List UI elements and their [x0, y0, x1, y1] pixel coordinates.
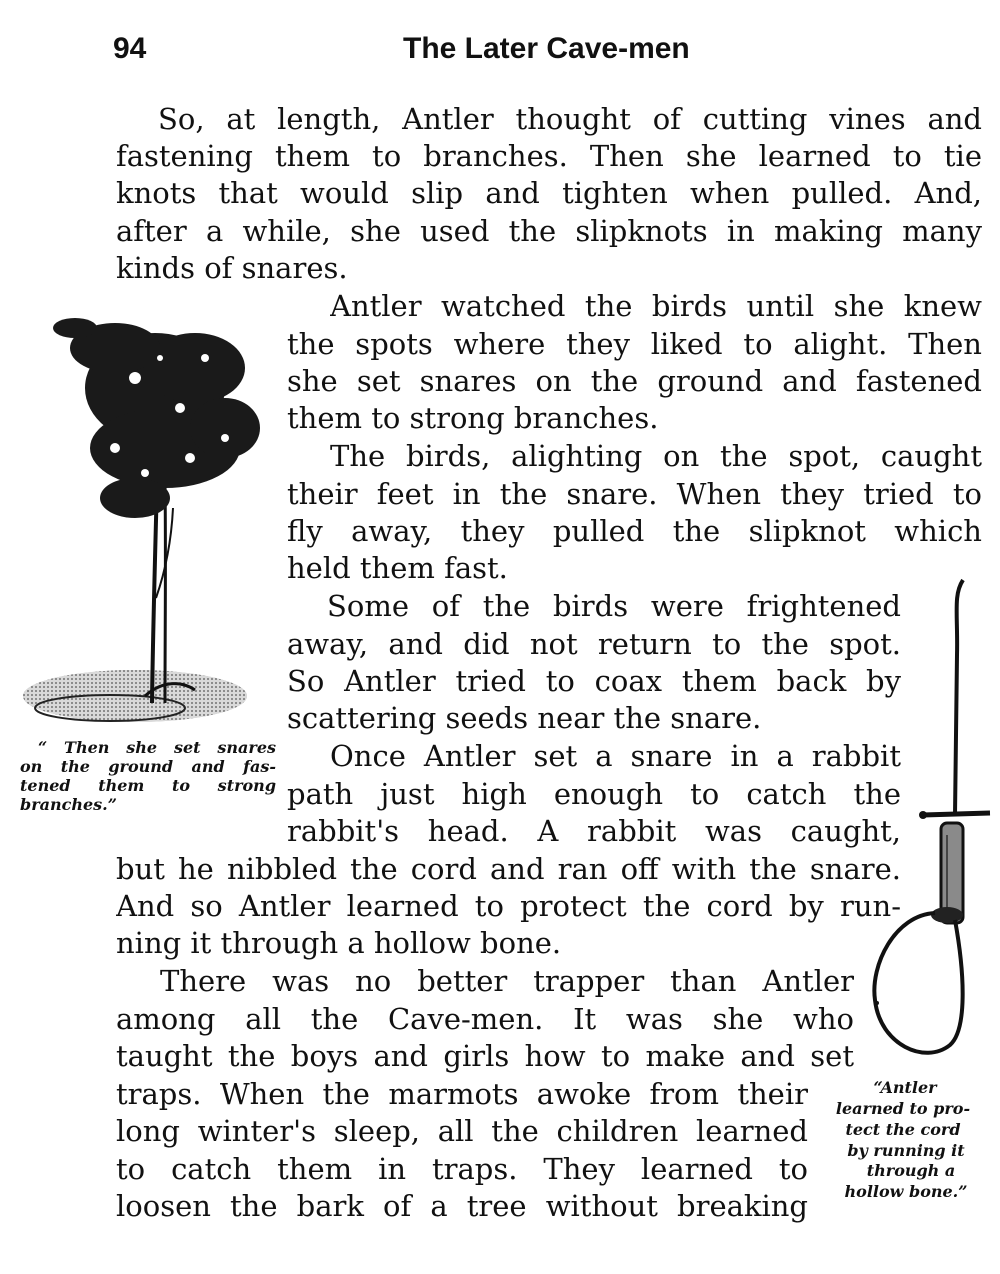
text-line: fastening them to branches. Then she learned to tie: [116, 139, 982, 173]
snare-caption-line: learned to pro-: [835, 1099, 971, 1118]
text-line: path just high enough to catch the: [287, 777, 901, 811]
snare-caption-line: through a: [866, 1161, 956, 1180]
tree-caption-line: branches.”: [20, 795, 117, 814]
text-line: held them fast.: [287, 551, 508, 585]
snare-caption-line: “Antler: [873, 1078, 937, 1097]
text-line: long winter's sleep, all the children learned: [116, 1114, 808, 1148]
text-line: There was no better trapper than Antler: [160, 964, 854, 998]
snare-through-bone-illustration: [855, 575, 995, 1075]
page-number: 94: [113, 32, 147, 65]
text-line: loosen the bark of a tree without breaking: [116, 1189, 808, 1223]
text-line: So Antler tried to coax them back by: [287, 664, 901, 698]
text-line: but he nibbled the cord and ran off with the snare.: [116, 852, 901, 886]
text-line: among all the Cave-men. It was she who: [116, 1002, 854, 1036]
text-line: taught the boys and girls how to make and set: [116, 1039, 854, 1073]
running-title: The Later Cave-men: [403, 32, 690, 65]
text-line: The birds, alighting on the spot, caught: [330, 439, 982, 473]
text-line: knots that would slip and tighten when pulled. And,: [116, 176, 982, 210]
tree-caption-line: on the ground and fas-: [20, 757, 276, 776]
sapling-with-snare-illustration: [15, 298, 285, 728]
text-line: traps. When the marmots awoke from their: [116, 1077, 808, 1111]
text-line: So, at length, Antler thought of cutting vines and: [158, 102, 982, 136]
text-line: their feet in the snare. When they tried to: [287, 477, 982, 511]
text-line: ning it through a hollow bone.: [116, 926, 562, 960]
text-line: Once Antler set a snare in a rabbit: [330, 739, 901, 773]
snare-caption-line: tect the cord: [845, 1120, 961, 1139]
text-line: after a while, she used the slipknots in making many: [116, 214, 982, 248]
text-line: fly away, they pulled the slipknot which: [287, 514, 982, 548]
text-line: kinds of snares.: [116, 251, 348, 285]
snare-caption-line: hollow bone.”: [844, 1182, 968, 1201]
text-line: to catch them in traps. They learned to: [116, 1152, 808, 1186]
text-line: scattering seeds near the snare.: [287, 701, 762, 735]
text-line: And so Antler learned to protect the cord by run-: [116, 889, 901, 923]
snare-caption-line: by running it: [847, 1141, 965, 1160]
text-line: the spots where they liked to alight. Then: [287, 327, 982, 361]
tree-caption-line: “ Then she set snares: [38, 738, 276, 757]
text-line: rabbit's head. A rabbit was caught,: [287, 814, 901, 848]
text-line: Some of the birds were frightened: [327, 589, 901, 623]
text-line: them to strong branches.: [287, 401, 659, 435]
text-line: Antler watched the birds until she knew: [330, 289, 982, 323]
tree-caption-line: tened them to strong: [20, 776, 276, 795]
text-line: she set snares on the ground and fastened: [287, 364, 982, 398]
text-line: away, and did not return to the spot.: [287, 627, 901, 661]
